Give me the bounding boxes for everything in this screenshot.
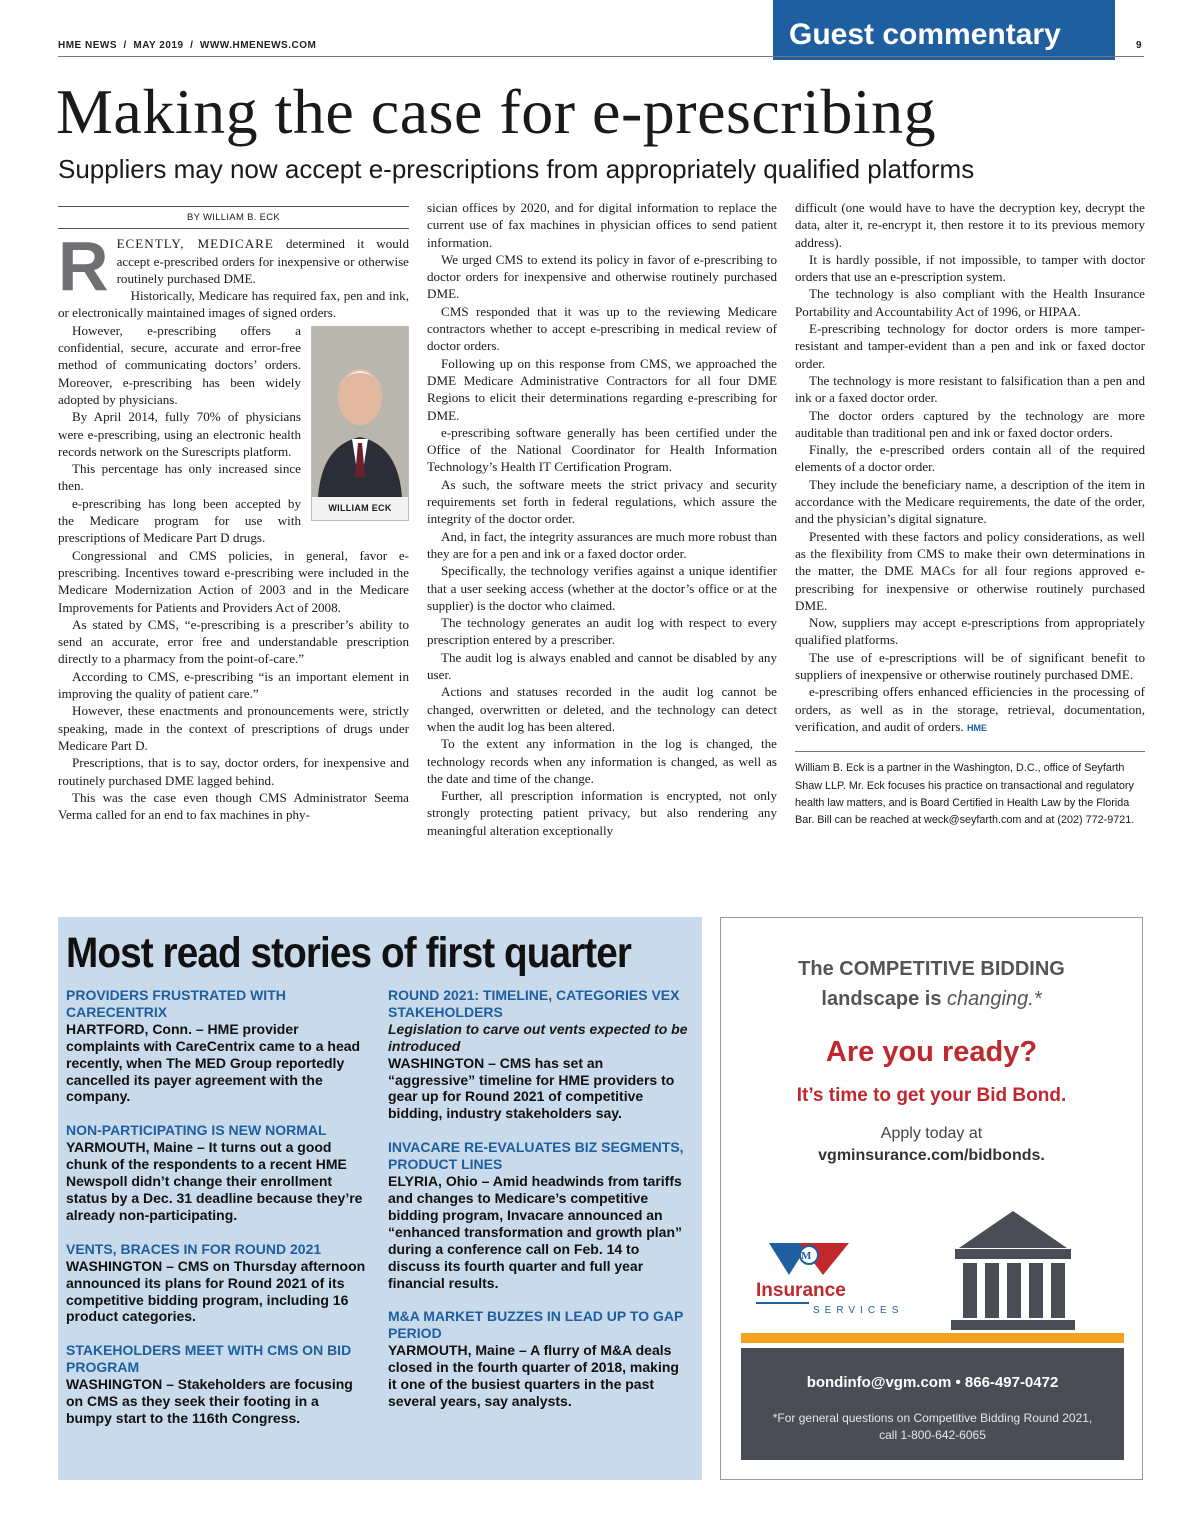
end-mark: HME — [967, 722, 987, 733]
logo-sub: SERVICES — [813, 1305, 904, 1316]
lead-smallcaps: ECENTLY, MEDICARE — [116, 236, 274, 252]
column-2-lead: sician offices by 2020, and for digital information to replace the current use of fax machines in physician offices to send patient information. — [427, 200, 777, 250]
body-paragraph: The audit log is always enabled and cannot be disabled by any user. — [427, 649, 777, 683]
body-paragraph: The technology is also compliant with the Health Insurance Portability and Accountability Act of 1996, or HIPAA. — [795, 286, 1145, 319]
story-summary: WASHINGTON – Stakeholders are focusing on CMS as they seek their footing in a bumpy start to the 116th Congress. — [66, 1376, 353, 1426]
story-summary: YARMOUTH, Maine – A flurry of M&A deals closed in the fourth quarter of 2018, making it one of the busiest quarters in the past several years, say analysts. — [388, 1342, 679, 1409]
body-paragraph: Actions and statuses recorded in the audit log cannot be changed, overwritten or deleted, and the technology can detect when the audit log has been altered. — [427, 684, 777, 734]
article-column-3 — [795, 199, 1145, 829]
courthouse-icon — [951, 1211, 1075, 1330]
body-paragraph: This was the case even though CMS Administrator Seema Verma called for an end to fax machines in phy- — [58, 789, 409, 823]
ad-line-1: The COMPETITIVE BIDDING — [798, 958, 1065, 980]
ad-footer — [741, 1348, 1124, 1460]
body-paragraph: The use of e-prescriptions will be of significant benefit to suppliers of inexpensive or otherwise routinely purchased DME. — [795, 649, 1145, 683]
body-paragraph: Further, all prescription information is encrypted, not only strongly protecting patient privacy, but also rendering any meaningful alteration exceptionally — [427, 788, 777, 838]
story-headline[interactable]: PROVIDERS FRUSTRATED WITH CARECENTRIX — [66, 987, 286, 1020]
lead-text: determined it would accept e-prescribed orders for inexpensive or otherwise routinely purchased DME. — [116, 236, 409, 286]
column-3-lead: difficult (one would have to have the decryption key, decrypt the data, alter it, re-encrypt it, then restore it to its previous memory address). — [795, 200, 1145, 250]
body-paragraph: By April 2014, fully 70% of physicians were e-prescribing, using an electronic health records network on the Surescripts platform. — [58, 409, 301, 459]
ad-contact[interactable]: bondinfo@vgm.com • 866-497-0472 — [806, 1374, 1059, 1391]
body-paragraph: e-prescribing software generally has been certified under the Office of the National Coordinator for Health Information Technology’s Health IT Certification Program. — [427, 424, 777, 475]
body-paragraph: CMS responded that it was up to the reviewing Medicare contractors whether to accept e-prescribing in medical review of doctor orders. — [427, 303, 777, 354]
story-item[interactable] — [66, 987, 366, 1105]
body-paragraph: Congressional and CMS policies, in general, favor e-prescribing. Incentives toward e-prescribing were included in the Medicare Modernization Action of 2003 and in the Medicare Improvements for Patients and Providers Act of 2008. — [58, 547, 409, 615]
most-read-box — [58, 917, 702, 1480]
story-summary: WASHINGTON – CMS on Thursday afternoon announced its plans for Round 2021 of its competitive bidding program, including 16 product categories. — [66, 1257, 366, 1325]
body-paragraph: Prescriptions, that is to say, doctor orders, for inexpensive and routinely purchased DME lagged behind. — [58, 755, 409, 788]
photo-caption: WILLIAM ECK — [328, 502, 392, 513]
most-read-title: Most read stories of first quarter — [66, 929, 632, 977]
body-paragraph: The technology is more resistant to falsification than a pen and ink or a faxed doctor order. — [795, 372, 1145, 406]
page-number: 9 — [1136, 40, 1142, 51]
story-headline[interactable]: STAKEHOLDERS MEET WITH CMS ON BID PROGRAM — [66, 1342, 352, 1376]
vgm-logo — [756, 1243, 903, 1316]
ad-question: Are you ready? — [825, 1036, 1038, 1068]
story-item[interactable] — [66, 1342, 366, 1427]
body-paragraph: As stated by CMS, “e-prescribing is a prescriber’s ability to send an accurate, error free and understandable prescription directly to a pharmacy from the point-of-care.” — [58, 616, 409, 667]
body-paragraph: The technology generates an audit log with respect to every prescription entered by a prescriber. — [427, 615, 777, 648]
body-paragraph: This percentage has only increased since then. — [58, 461, 301, 494]
story-summary: ELYRIA, Ohio – Amid headwinds from tariffs and changes to Medicare’s competitive bidding program, Invacare announced an “enhanced transformation and growth plan” during a conference call on Feb. 14 to discuss its fourth quarter and full year financial results. — [388, 1173, 683, 1291]
author-portrait — [312, 327, 408, 497]
body-paragraph: As such, the software meets the strict privacy and security requirements set forth in federal regulations, which assure the integrity of the doctor order. — [427, 476, 777, 527]
advertisement[interactable] — [720, 917, 1143, 1480]
body-paragraph: According to CMS, e-prescribing “is an important element in improving the quality of patient care.” — [58, 668, 409, 702]
ad-call-to-action: It’s time to get your Bid Bond. — [796, 1085, 1067, 1106]
body-paragraph: Presented with these factors and policy considerations, as well as the flexibility from CMS to make their own determinations in the matter, the DME MACs for all four regions approved e-prescribing for inexpensive or otherwise routinely purchased DME. — [795, 528, 1145, 613]
story-headline[interactable]: ROUND 2021: TIMELINE, CATEGORIES VEX STAKEHOLDERS — [388, 987, 680, 1020]
story-headline[interactable]: M&A MARKET BUZZES IN LEAD UP TO GAP PERIOD — [388, 1308, 684, 1342]
ad-url-link[interactable]: vgminsurance.com/bidbonds. — [818, 1147, 1045, 1164]
body-paragraph: However, e-prescribing offers a confidential, secure, accurate and error-free method of communicating doctors’ orders. Moreover, e-prescribing has been widely adopted by physicians. — [58, 322, 301, 407]
body-paragraph: E-prescribing technology for doctor orders is more tamper-resistant and tamper-evident than a pen and ink or faxed doctor order. — [795, 321, 1145, 371]
body-paragraph: Finally, the e-prescribed orders contain all of the required elements of a doctor order. — [795, 442, 1145, 475]
story-item[interactable] — [388, 987, 688, 1122]
story-headline[interactable]: INVACARE RE-EVALUATES BIZ SEGMENTS, PRODUCT LINES — [388, 1139, 684, 1173]
drop-cap: R — [58, 227, 109, 306]
ad-line-2: landscape is changing.* — [821, 988, 1042, 1010]
author-bio: William B. Eck is a partner in the Washington, D.C., office of Seyfarth Shaw LLP. Mr. Eck focuses his practice on transactional and regulatory health law matters, and is Board Certified in Health Law by the Florida Bar. Bill can be reached at weck@seyfarth.com and at (202) 772-9721. — [795, 751, 1145, 829]
story-headline[interactable]: VENTS, BRACES IN FOR ROUND 2021 — [66, 1240, 322, 1257]
ad-artwork — [741, 1203, 1124, 1343]
body-paragraph: Now, suppliers may accept e-prescriptions from appropriately qualified platforms. — [795, 615, 1145, 648]
headline: Making the case for e-prescribing — [56, 76, 937, 147]
ad-stripe — [741, 1333, 1124, 1343]
story-subhead: Legislation to carve out vents expected to be introduced — [388, 1020, 688, 1054]
body-paragraph: Following up on this response from CMS, we approached the DME Medicare Administrative Contractors for all four DME Regions to elicit their determinations regarding e-prescribing for DME. — [427, 355, 777, 423]
ad-apply-text: Apply today at — [880, 1125, 983, 1142]
author-photo — [311, 326, 409, 521]
story-item[interactable] — [388, 1139, 688, 1291]
logo-name: Insurance — [756, 1280, 846, 1301]
most-read-left-column — [66, 987, 366, 1444]
story-summary: YARMOUTH, Maine – It turns out a good chunk of the respondents to a recent HME Newspoll didn’t change their enrollment status by a Dec. 31 deadline because they’re already non-participating. — [66, 1139, 363, 1223]
closing-paragraph: e-prescribing offers enhanced efficiencies in the processing of orders, as well as in the storage, retrieval, documentation, verification, and audit of orders. HME — [795, 684, 1145, 734]
article-column-2 — [427, 199, 777, 839]
story-item[interactable] — [66, 1241, 366, 1326]
section-label: Guest commentary — [773, 0, 1115, 60]
story-item[interactable] — [66, 1122, 366, 1223]
subheadline: Suppliers may now accept e-prescriptions from appropriately qualified platforms — [58, 154, 975, 184]
article-column-1 — [58, 206, 409, 823]
story-item[interactable] — [388, 1308, 688, 1409]
svg-text:M: M — [801, 1250, 812, 1262]
body-paragraph: To the extent any information in the log is changed, the technology records when any information is changed, as well as the date and time of the change. — [427, 736, 777, 786]
story-summary: HARTFORD, Conn. – HME provider complaints with CareCentrix came to a head recently, when The MED Group reportedly cancelled its payer agreement with the company. — [66, 1020, 361, 1105]
most-read-right-column — [388, 987, 688, 1427]
story-summary: WASHINGTON – CMS has set an “aggressive” timeline for HME providers to gear up for Round 2021 of competitive bidding, industry stakeholders say. — [388, 1054, 675, 1122]
body-paragraph: Specifically, the technology verifies against a unique identifier that a user seeking access (whether at the doctor’s office or at the supplier) is the doctor who claimed. — [427, 563, 777, 613]
body-paragraph: We urged CMS to extend its policy in favor of e-prescribing to doctor orders for inexpensive and otherwise routinely purchased DME. — [427, 251, 777, 302]
masthead: HME NEWS / MAY 2019 / WWW.HMENEWS.COM — [58, 40, 317, 51]
ad-footnote: *For general questions on Competitive Bidding Round 2021, call 1-800-642-6065 — [772, 1411, 1093, 1442]
body-paragraph: The doctor orders captured by the technology are more auditable than traditional pen and ink or faxed doctor orders. — [795, 407, 1145, 440]
story-headline[interactable]: NON-PARTICIPATING IS NEW NORMAL — [66, 1122, 327, 1139]
header-rule — [58, 56, 1144, 57]
body-paragraph: However, these enactments and pronouncements were, strictly speaking, made in the context of prescriptions of drugs under Medicare Part D. — [58, 703, 409, 753]
body-paragraph: It is hardly possible, if not impossible, to tamper with doctor orders that use an e-prescription system. — [795, 251, 1145, 285]
body-paragraph: e-prescribing has long been accepted by the Medicare program for use with prescriptions of Medicare Part D drugs. — [58, 495, 301, 546]
body-paragraph: Historically, Medicare has required fax, pen and ink, or electronically maintained images of signed orders. — [58, 288, 409, 321]
body-paragraph: And, in fact, the integrity assurances are much more robust than they are for a pen and ink or a faxed doctor order. — [427, 528, 777, 561]
byline: BY WILLIAM B. ECK — [58, 206, 409, 229]
body-paragraph: They include the beneficiary name, a description of the item in accordance with the Medicare requirements, the date of the order, and the physician’s digital signature. — [795, 476, 1145, 527]
